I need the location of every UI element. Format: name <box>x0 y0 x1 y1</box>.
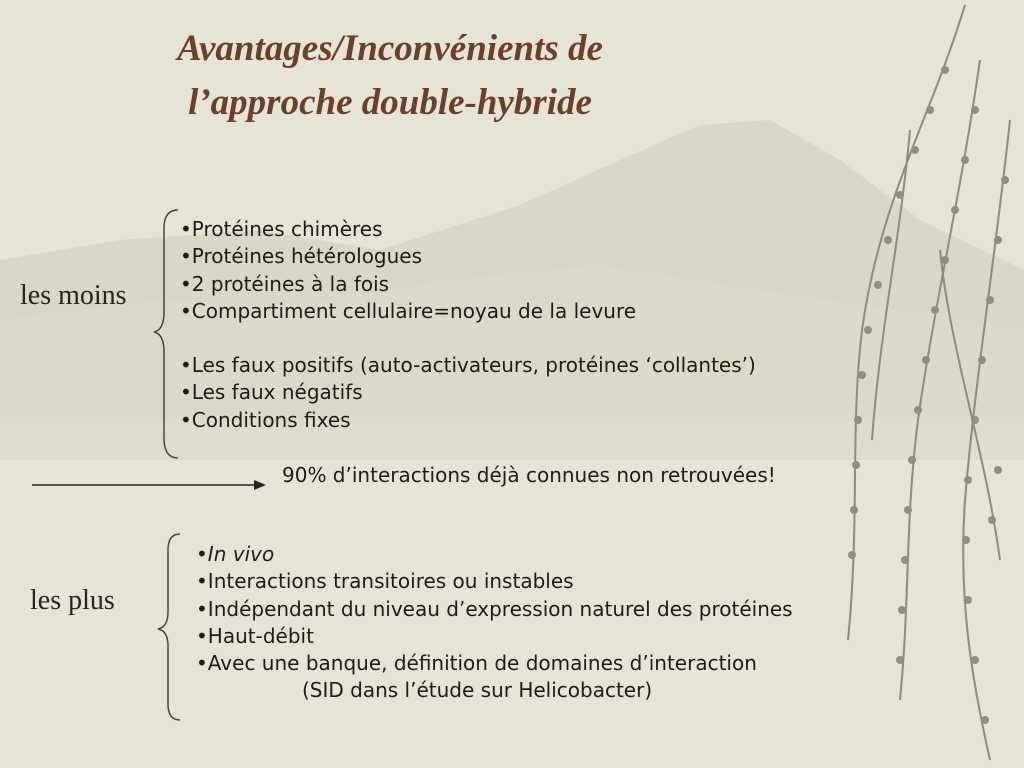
cons-item: •Protéines chimères <box>180 217 383 241</box>
pros-sub-item: (SID dans l’étude sur Helicobacter) <box>302 678 653 703</box>
pros-item-in-vivo <box>196 541 793 568</box>
cons-item: •Compartiment cellulaire=noyau de la levure <box>180 298 637 323</box>
cons-item: •2 protéines à la fois <box>180 271 390 296</box>
cons-item: •Les faux négatifs <box>180 380 363 405</box>
cons-item: •Conditions fixes <box>180 407 351 432</box>
pros-item: •Indépendant du niveau d’expression naturel des protéines <box>196 596 793 621</box>
cons-item: •Les faux positifs (auto-activateurs, protéines ‘collantes’) <box>180 353 756 378</box>
arrow-line <box>30 475 270 495</box>
pros-list <box>196 541 793 705</box>
title-line-2: l’approche double-hybride <box>188 82 592 123</box>
pros-item: •Interactions transitoires ou instables <box>196 569 574 594</box>
pros-label: les plus <box>30 585 115 616</box>
cons-item: •Protéines hétérologues <box>180 244 423 269</box>
pros-item: •Avec une banque, définition de domaines d’interaction <box>196 651 757 676</box>
in-vivo-text: In vivo <box>207 542 275 566</box>
bullet: • <box>196 542 208 566</box>
slide-title <box>80 22 700 130</box>
title-line-1: Avantages/Inconvénients de <box>177 28 603 69</box>
cons-brace <box>150 208 180 460</box>
cons-list <box>180 216 756 434</box>
pros-item: •Haut-débit <box>196 623 314 648</box>
cons-label: les moins <box>20 280 127 311</box>
pros-brace <box>152 532 182 722</box>
arrow-note: 90% d’interactions déjà connues non retrouvées! <box>282 463 776 487</box>
